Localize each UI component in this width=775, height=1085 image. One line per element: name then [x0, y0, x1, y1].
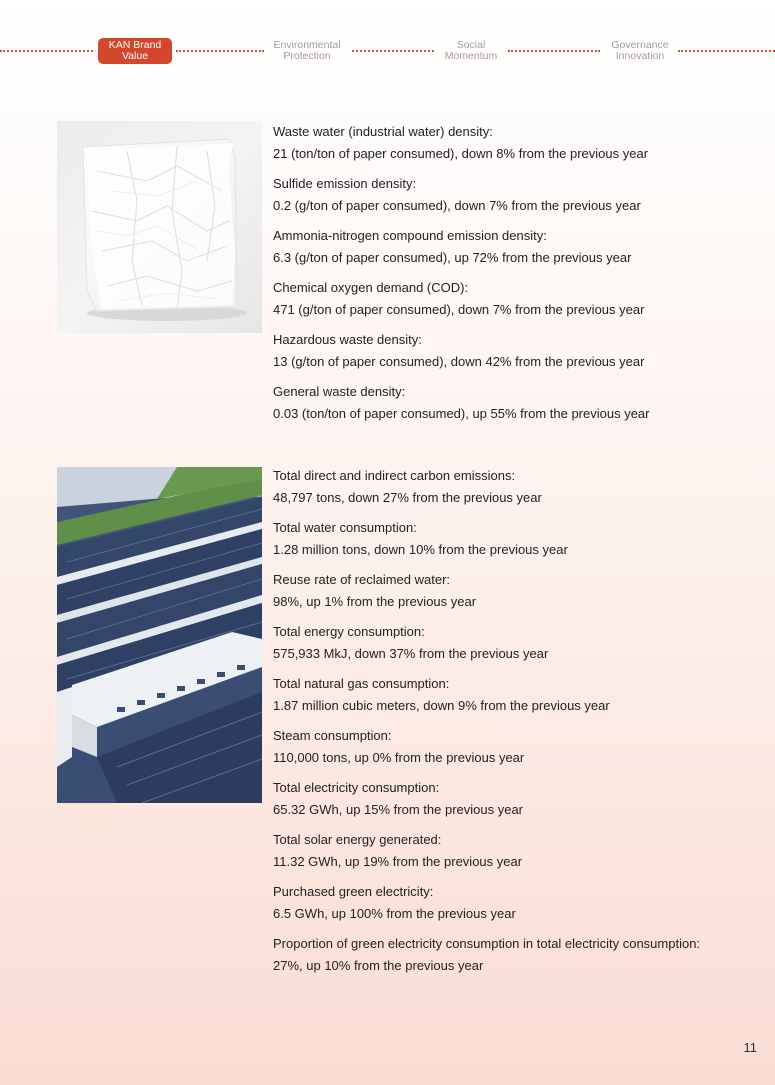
stat-value: 110,000 tons, up 0% from the previous year — [273, 750, 525, 765]
nav-item-label: Protection — [283, 50, 331, 62]
stat-item — [273, 933, 700, 977]
stat-item — [273, 777, 700, 821]
stat-item — [273, 517, 700, 561]
stat-label: Waste water (industrial water) density: — [273, 124, 493, 139]
nav-item-environmental-protection[interactable] — [266, 38, 348, 64]
tissue-paper-photo — [57, 121, 262, 333]
stat-item — [273, 725, 700, 769]
nav-item-label: Environmental — [273, 39, 341, 51]
stat-label: General waste density: — [273, 384, 406, 399]
stat-item — [273, 621, 700, 665]
stat-item — [273, 881, 700, 925]
nav-divider — [0, 50, 93, 52]
stat-value: 575,933 MkJ, down 37% from the previous year — [273, 646, 549, 661]
nav-divider — [508, 50, 600, 52]
stat-value: 1.28 million tons, down 10% from the previous year — [273, 542, 568, 557]
stat-label: Steam consumption: — [273, 728, 392, 743]
page-number: 11 — [743, 1040, 757, 1055]
nav-divider — [678, 50, 775, 52]
stat-item — [273, 121, 650, 165]
stat-label: Total water consumption: — [273, 520, 417, 535]
solar-factory-photo — [57, 467, 262, 803]
nav-item-label: Social — [456, 39, 486, 51]
stat-value: 98%, up 1% from the previous year — [273, 594, 477, 609]
stat-value: 471 (g/ton of paper consumed), down 7% from the previous year — [273, 302, 645, 317]
section-nav — [0, 38, 775, 64]
stat-item — [273, 173, 650, 217]
stat-value: 27%, up 10% from the previous year — [273, 958, 484, 973]
stat-label: Reuse rate of reclaimed water: — [273, 572, 451, 587]
stat-label: Proportion of green electricity consumption in total electricity consumption: — [273, 936, 701, 951]
nav-item-label: Value — [121, 50, 149, 62]
stat-value: 65.32 GWh, up 15% from the previous year — [273, 802, 524, 817]
nav-divider — [176, 50, 264, 52]
nav-divider — [352, 50, 434, 52]
stat-value: 11.32 GWh, up 19% from the previous year — [273, 854, 523, 869]
stat-item — [273, 673, 700, 717]
stat-value: 1.87 million cubic meters, down 9% from the previous year — [273, 698, 610, 713]
stat-label: Total electricity consumption: — [273, 780, 440, 795]
stat-item — [273, 277, 650, 321]
emission-density-stats — [273, 121, 650, 433]
nav-item-brand-value[interactable] — [98, 38, 172, 64]
stat-item — [273, 465, 700, 509]
stat-label: Total solar energy generated: — [273, 832, 442, 847]
stat-item — [273, 829, 700, 873]
nav-item-social-momentum[interactable] — [438, 38, 504, 64]
stat-value: 48,797 tons, down 27% from the previous year — [273, 490, 542, 505]
stat-label: Purchased green electricity: — [273, 884, 434, 899]
nav-item-governance-innovation[interactable] — [604, 38, 676, 64]
stat-value: 13 (g/ton of paper consumed), down 42% from the previous year — [273, 354, 645, 369]
stat-label: Total energy consumption: — [273, 624, 425, 639]
stat-value: 0.2 (g/ton of paper consumed), down 7% from the previous year — [273, 198, 641, 213]
energy-resource-stats — [273, 465, 700, 985]
nav-item-label: Momentum — [444, 50, 498, 62]
stat-label: Ammonia-nitrogen compound emission density: — [273, 228, 547, 243]
nav-item-label: Innovation — [615, 50, 665, 62]
stat-label: Total natural gas consumption: — [273, 676, 450, 691]
stat-label: Chemical oxygen demand (COD): — [273, 280, 469, 295]
stat-item — [273, 225, 650, 269]
stat-label: Total direct and indirect carbon emissions: — [273, 468, 516, 483]
stat-label: Hazardous waste density: — [273, 332, 422, 347]
stat-value: 21 (ton/ton of paper consumed), down 8% from the previous year — [273, 146, 649, 161]
stat-item — [273, 329, 650, 373]
stat-value: 6.5 GWh, up 100% from the previous year — [273, 906, 516, 921]
stat-label: Sulfide emission density: — [273, 176, 417, 191]
stat-value: 0.03 (ton/ton of paper consumed), up 55% from the previous year — [273, 406, 650, 421]
nav-item-label: Governance — [611, 39, 669, 51]
nav-item-label: KAN Brand — [108, 39, 162, 51]
stat-value: 6.3 (g/ton of paper consumed), up 72% from the previous year — [273, 250, 632, 265]
stat-item — [273, 381, 650, 425]
stat-item — [273, 569, 700, 613]
